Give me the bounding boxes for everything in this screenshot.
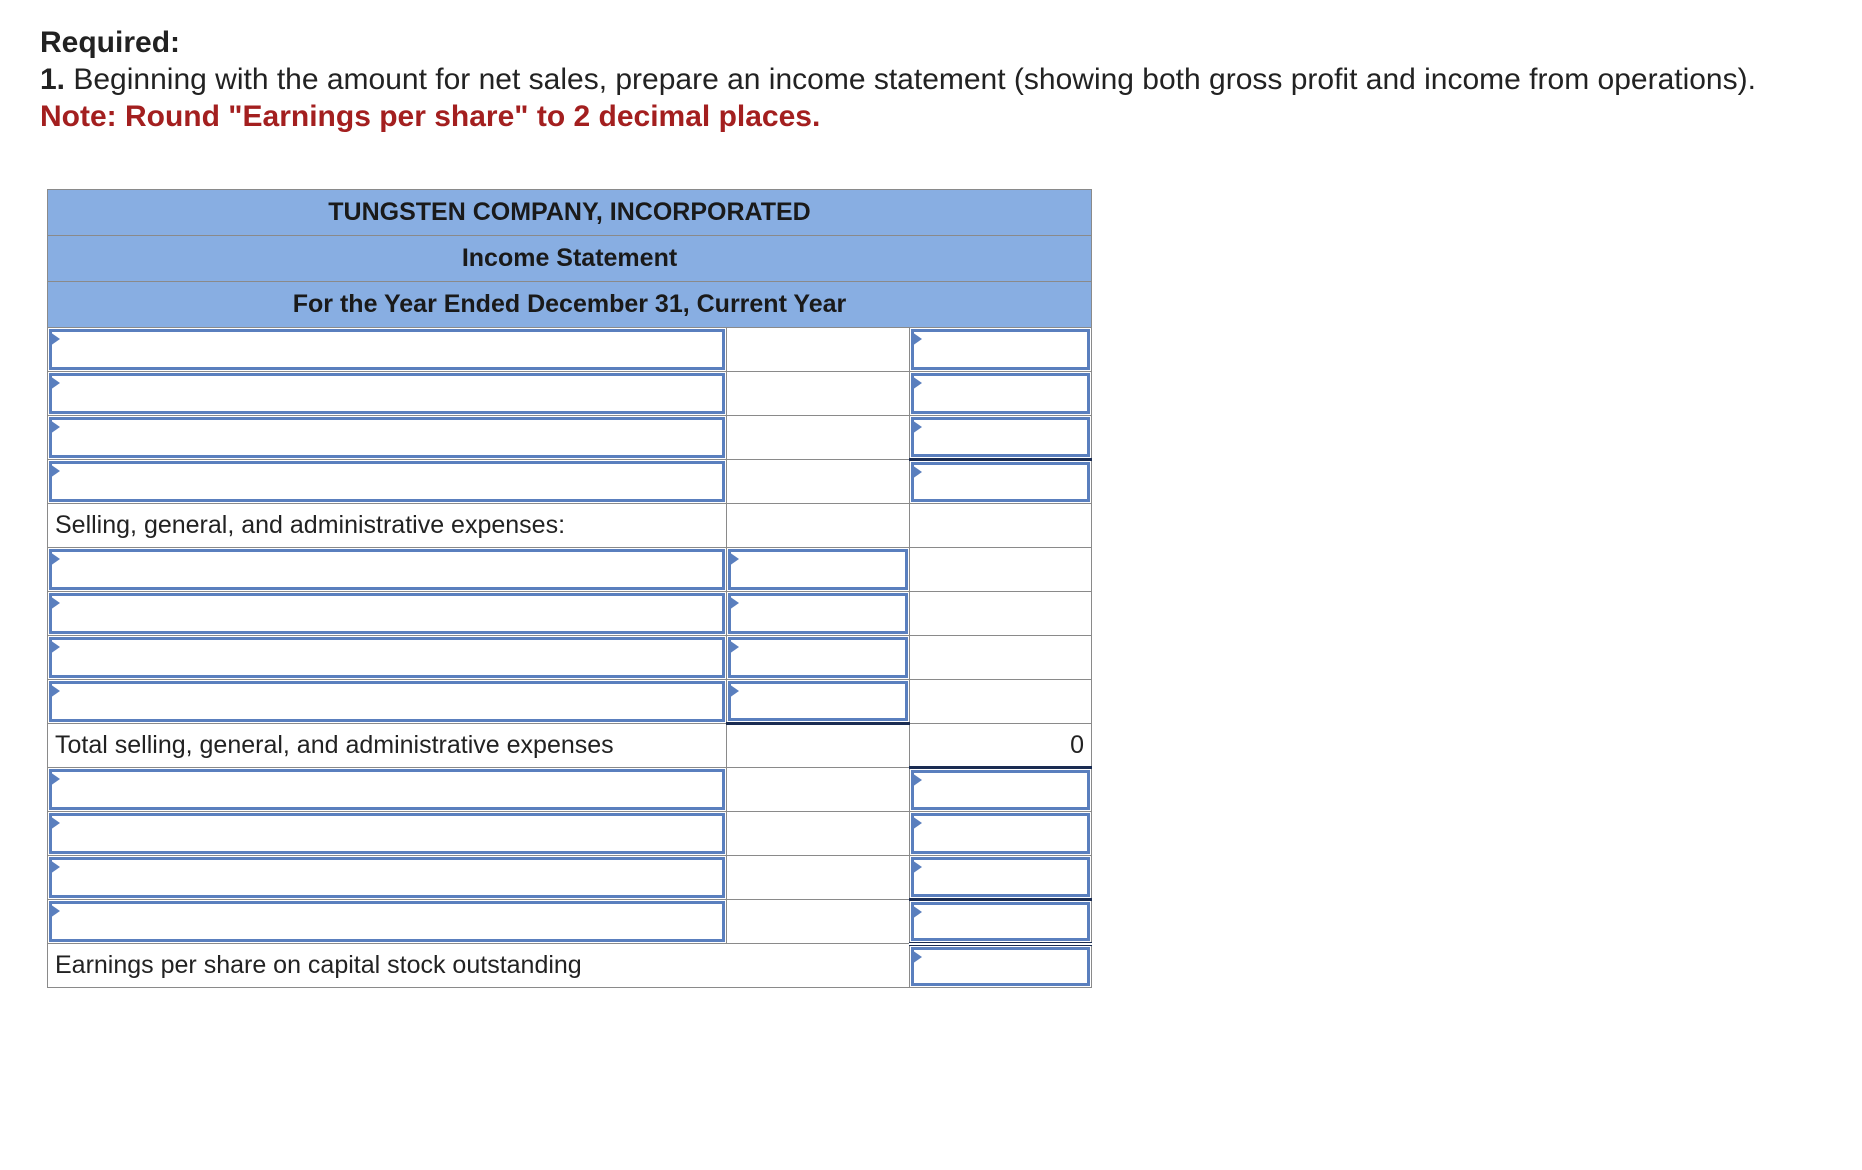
dropdown-arrow-icon — [912, 816, 922, 830]
table-row — [48, 768, 1092, 812]
dropdown-arrow-icon — [729, 552, 739, 566]
item-number: 1. — [40, 63, 66, 96]
label-dropdown[interactable] — [49, 857, 725, 898]
table-row — [48, 592, 1092, 636]
dropdown-arrow-icon — [912, 465, 922, 479]
sga-header-label: Selling, general, and administrative expenses: — [48, 504, 727, 548]
sga-total-value: 0 — [910, 724, 1092, 768]
label-dropdown[interactable] — [49, 813, 725, 854]
label-dropdown[interactable] — [49, 637, 725, 678]
statement-period: For the Year Ended December 31, Current Year — [48, 282, 1092, 328]
required-label: Required: — [40, 26, 181, 59]
table-row — [48, 812, 1092, 856]
table-row — [48, 504, 1092, 548]
amount-input[interactable] — [911, 329, 1090, 370]
dropdown-arrow-icon — [912, 950, 922, 964]
dropdown-arrow-icon — [729, 684, 739, 698]
dropdown-arrow-icon — [50, 332, 60, 346]
amount-input[interactable] — [911, 902, 1090, 941]
dropdown-arrow-icon — [50, 376, 60, 390]
company-name: TUNGSTEN COMPANY, INCORPORATED — [48, 190, 1092, 236]
dropdown-arrow-icon — [912, 773, 922, 787]
amount-input[interactable] — [728, 681, 908, 721]
instructions — [40, 24, 1756, 135]
amount-input[interactable] — [911, 373, 1090, 414]
label-dropdown[interactable] — [49, 329, 725, 370]
eps-label: Earnings per share on capital stock outstanding — [48, 944, 910, 988]
dropdown-arrow-icon — [912, 860, 922, 874]
table-row — [48, 372, 1092, 416]
amount-input[interactable] — [728, 637, 908, 678]
amount-input[interactable] — [911, 770, 1090, 810]
table-row — [48, 548, 1092, 592]
amount-input[interactable] — [911, 813, 1090, 854]
table-row — [48, 460, 1092, 504]
table-row — [48, 328, 1092, 372]
table-row — [48, 636, 1092, 680]
statement-title: Income Statement — [48, 236, 1092, 282]
amount-input[interactable] — [911, 857, 1090, 897]
label-dropdown[interactable] — [49, 681, 725, 722]
amount-input[interactable] — [911, 417, 1090, 457]
table-row — [48, 416, 1092, 460]
dropdown-arrow-icon — [912, 420, 922, 434]
income-statement-table — [47, 189, 1092, 988]
table-row — [48, 680, 1092, 724]
note-text: Note: Round "Earnings per share" to 2 decimal places. — [40, 100, 821, 133]
amount-input[interactable] — [911, 462, 1090, 502]
dropdown-arrow-icon — [50, 420, 60, 434]
dropdown-arrow-icon — [912, 905, 922, 919]
item-text: Beginning with the amount for net sales, prepare an income statement (showing both gross profit and income from operations). — [65, 63, 1756, 96]
table-row — [48, 900, 1092, 944]
dropdown-arrow-icon — [50, 464, 60, 478]
label-dropdown[interactable] — [49, 373, 725, 414]
dropdown-arrow-icon — [50, 904, 60, 918]
label-dropdown[interactable] — [49, 417, 725, 458]
dropdown-arrow-icon — [50, 552, 60, 566]
dropdown-arrow-icon — [50, 640, 60, 654]
label-dropdown[interactable] — [49, 769, 725, 810]
dropdown-arrow-icon — [912, 332, 922, 346]
dropdown-arrow-icon — [912, 376, 922, 390]
amount-input[interactable] — [728, 549, 908, 590]
dropdown-arrow-icon — [729, 596, 739, 610]
label-dropdown[interactable] — [49, 901, 725, 942]
amount-input[interactable] — [728, 593, 908, 634]
label-dropdown[interactable] — [49, 593, 725, 634]
dropdown-arrow-icon — [729, 640, 739, 654]
dropdown-arrow-icon — [50, 684, 60, 698]
dropdown-arrow-icon — [50, 816, 60, 830]
dropdown-arrow-icon — [50, 596, 60, 610]
dropdown-arrow-icon — [50, 860, 60, 874]
table-row — [48, 856, 1092, 900]
table-row — [48, 724, 1092, 768]
label-dropdown[interactable] — [49, 461, 725, 502]
sga-total-label: Total selling, general, and administrative expenses — [48, 724, 727, 768]
dropdown-arrow-icon — [50, 772, 60, 786]
table-row — [48, 944, 1092, 988]
eps-input[interactable] — [911, 947, 1090, 987]
label-dropdown[interactable] — [49, 549, 725, 590]
